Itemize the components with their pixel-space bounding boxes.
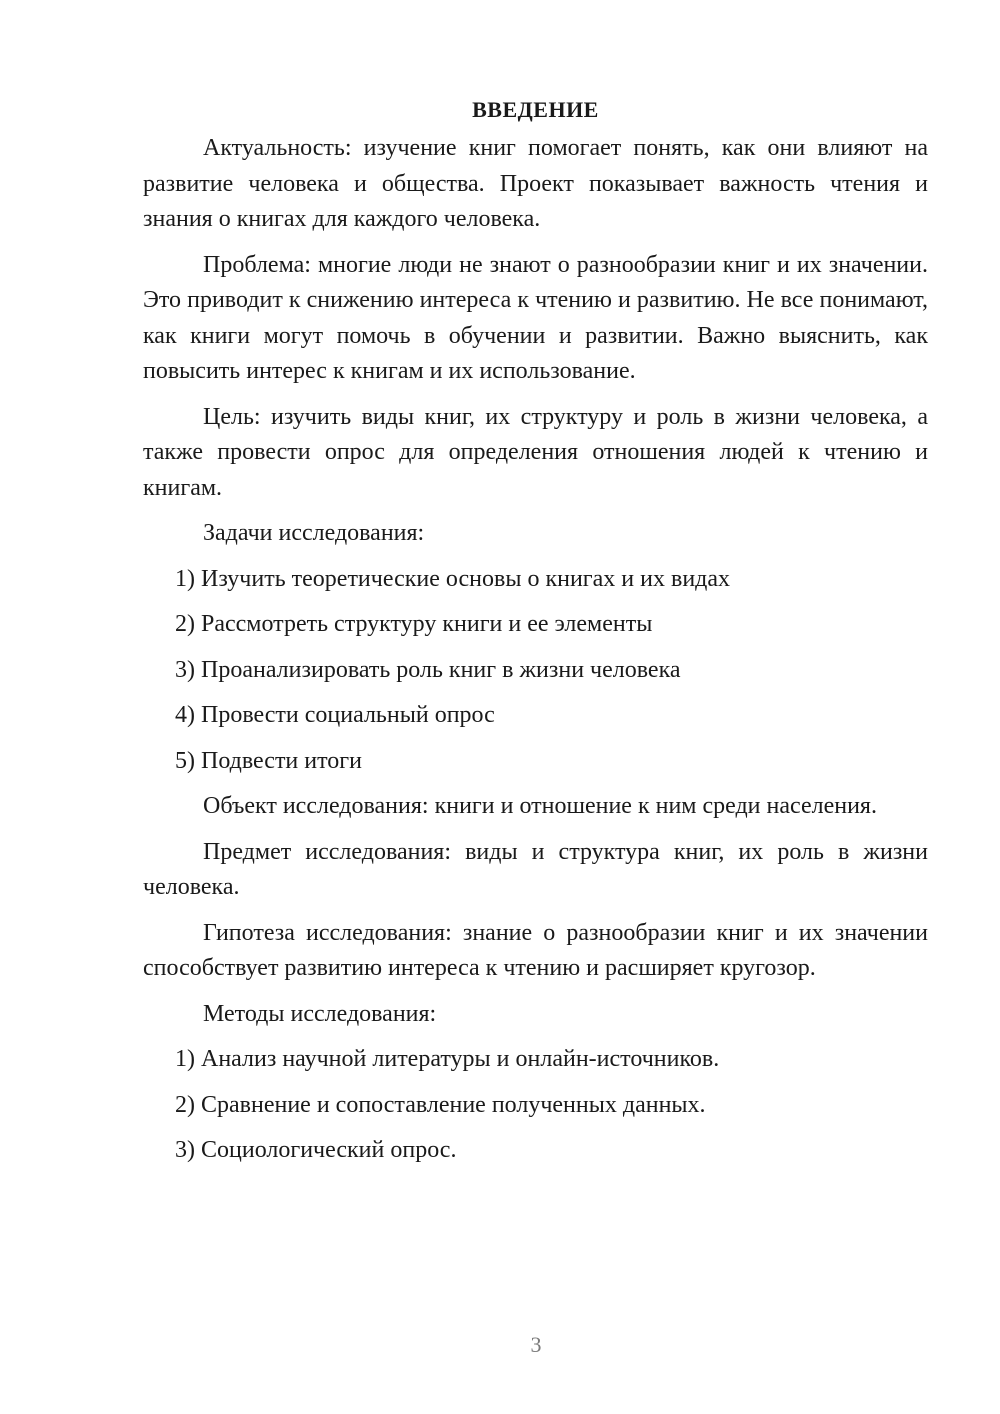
task-item: 1) Изучить теоретические основы о книгах и их видах bbox=[175, 565, 731, 592]
task-item: 2) Рассмотреть структуру книги и ее элементы bbox=[175, 611, 653, 637]
task-item: 3) Проанализировать роль книг в жизни человека bbox=[175, 656, 681, 683]
methods-heading: Методы исследования: bbox=[203, 1000, 437, 1027]
page-title: ВВЕДЕНИЕ bbox=[472, 97, 599, 122]
relevance-paragraph: Актуальность: изучение книг помогает понять, как они влияют на развитие человека и общества. Проект показывает важность чтения и знания о книгах для каждого человека. bbox=[143, 135, 928, 232]
tasks-heading: Задачи исследования: bbox=[203, 520, 425, 546]
task-item: 4) Провести социальный опрос bbox=[175, 702, 495, 728]
page-number: 3 bbox=[530, 1332, 542, 1357]
method-item: 3) Социологический опрос. bbox=[175, 1137, 457, 1163]
method-item: 2) Сравнение и сопоставление полученных данных. bbox=[175, 1091, 706, 1118]
method-item: 1) Анализ научной литературы и онлайн-источников. bbox=[175, 1046, 720, 1072]
problem-paragraph: Проблема: многие люди не знают о разнообразии книг и их значении. Это приводит к снижению интереса к чтению и развитию. Не все понимают, как книги могут помочь в обучении и развитии. Важно выяснить, как повысить интерес к книгам и их использование. bbox=[143, 251, 928, 384]
subject-paragraph: Предмет исследования: виды и структура книг, их роль в жизни человека. bbox=[143, 838, 928, 900]
hypothesis-paragraph: Гипотеза исследования: знание о разнообразии книг и их значении способствует развитию интереса к чтению и расширяет кругозор. bbox=[143, 919, 928, 981]
goal-paragraph: Цель: изучить виды книг, их структуру и роль в жизни человека, а также провести опрос для определения отношения людей к чтению и книгам. bbox=[143, 403, 928, 501]
object-paragraph: Объект исследования: книги и отношение к ним среди населения. bbox=[203, 793, 877, 819]
page-content bbox=[143, 92, 928, 1169]
task-item: 5) Подвести итоги bbox=[175, 747, 362, 774]
